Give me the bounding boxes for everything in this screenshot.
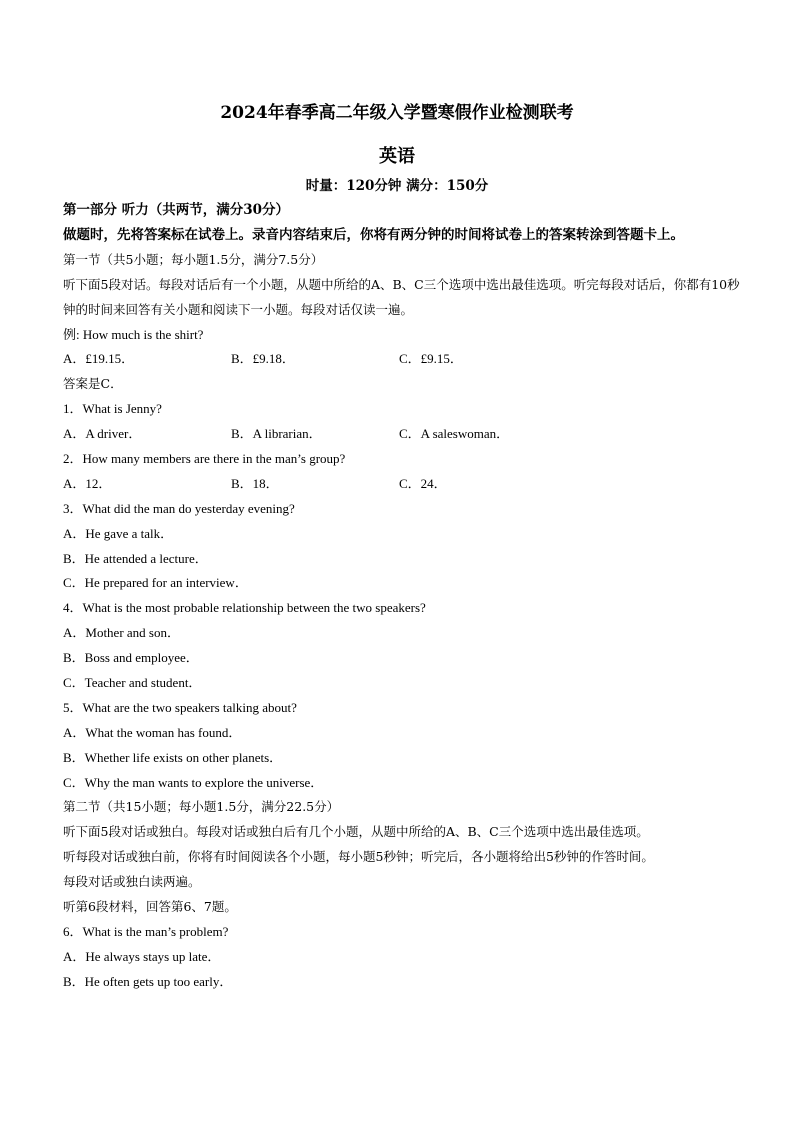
- material-6-heading: 听第6段材料，回答第6、7题。: [63, 898, 237, 914]
- option-b: B．Whether life exists on other planets．: [63, 749, 283, 765]
- option-b: B．£9.18．: [231, 351, 295, 367]
- question-1: 1．What is Jenny?: [63, 401, 162, 417]
- option-c: C．A saleswoman．: [399, 426, 510, 442]
- question-1-options: [63, 422, 741, 447]
- example-answer: 答案是C．: [63, 376, 123, 392]
- part1-instruction: 做题时，先将答案标在试卷上。录音内容结束后，你将有两分钟的时间将试卷上的答案转涂到答题卡上。: [63, 226, 684, 243]
- section2-instruction-line: 每段对话或独白读两遍。: [63, 874, 201, 890]
- option-c: C．He prepared for an interview．: [63, 575, 248, 591]
- example-question: 例: How much is the shirt?: [63, 326, 204, 342]
- example-options: [63, 347, 741, 372]
- section2-heading: 第二节（共15小题；每小题1.5分，满分22.5分）: [63, 799, 340, 815]
- option-a: A．He gave a talk．: [63, 525, 174, 541]
- exam-body: [63, 198, 741, 995]
- option-b: B．He often gets up too early．: [63, 973, 233, 989]
- subject-title: 英语: [379, 146, 415, 167]
- option-b: B．Boss and employee．: [63, 650, 199, 666]
- option-b: B．He attended a lecture．: [63, 550, 208, 566]
- question-5: 5．What are the two speakers talking about?: [63, 699, 297, 715]
- question-4: 4．What is the most probable relationship between the two speakers?: [63, 600, 426, 616]
- option-c: C．24．: [399, 475, 447, 491]
- option-c: C．Teacher and student．: [63, 674, 202, 690]
- question-2: 2．How many members are there in the man’s group?: [63, 450, 346, 466]
- section2-instruction-line: 听每段对话或独白前，你将有时间阅读各个小题，每小题5秒钟；听完后，各小题将给出5秒钟的作答时间。: [63, 849, 654, 865]
- question-2-options: [63, 472, 741, 497]
- section2-instruction-line: 听下面5段对话或独白。每段对话或独白后有几个小题，从题中所给的A、B、C三个选项中选出最佳选项。: [63, 824, 649, 840]
- section1-instruction: 听下面5段对话。每段对话后有一个小题，从题中所给的A、B、C三个选项中选出最佳选项。听完每段对话后，你都有10秒钟的时间来回答有关小题和阅读下一小题。每段对话仅读一遍。: [63, 276, 740, 317]
- option-a: A．He always stays up late．: [63, 948, 221, 964]
- question-3: 3．What did the man do yesterday evening?: [63, 500, 295, 516]
- exam-title: 2024年春季高二年级入学暨寒假作业检测联考: [220, 103, 574, 123]
- option-a: A．A driver．: [63, 426, 142, 442]
- option-b: B．18．: [231, 475, 279, 491]
- section1-heading: 第一节（共5小题；每小题1.5分，满分7.5分）: [63, 251, 324, 267]
- option-c: C．£9.15．: [399, 351, 463, 367]
- time-score-info: 时量：120分钟 满分：150分: [305, 178, 489, 194]
- option-a: A．Mother and son．: [63, 625, 180, 641]
- part1-heading: 第一部分 听力（共两节，满分30分）: [63, 202, 289, 218]
- option-b: B．A librarian．: [231, 426, 322, 442]
- question-6: 6．What is the man’s problem?: [63, 923, 229, 939]
- option-a: A．What the woman has found．: [63, 724, 242, 740]
- option-a: A．12．: [63, 475, 112, 491]
- option-a: A．£19.15．: [63, 351, 135, 367]
- option-c: C．Why the man wants to explore the universe．: [63, 774, 324, 790]
